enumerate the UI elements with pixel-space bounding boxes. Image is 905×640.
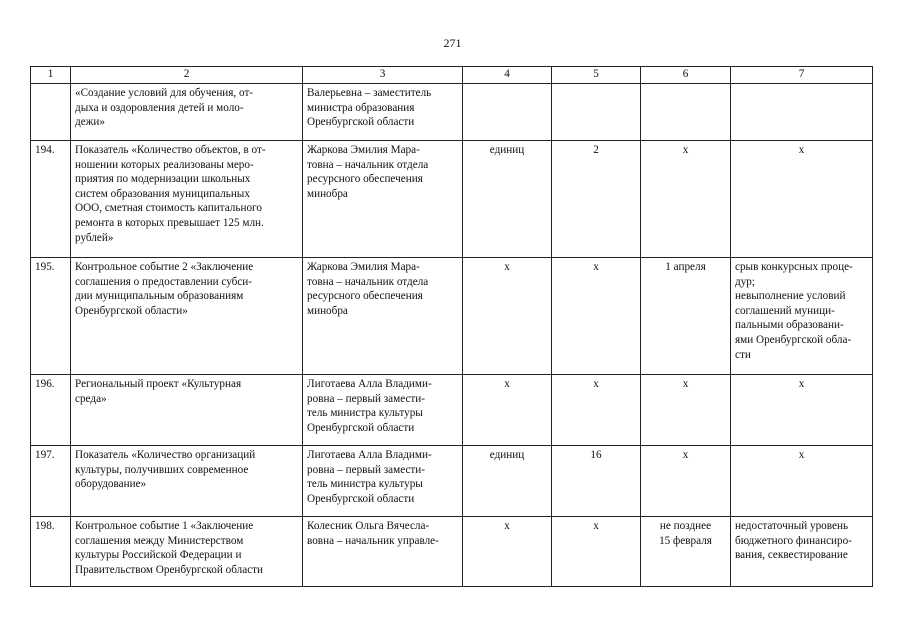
column-header-6: 6 — [641, 67, 731, 84]
row-number: 197. — [31, 446, 71, 517]
column-header-4: 4 — [463, 67, 552, 84]
row-value: 16 — [552, 446, 641, 517]
row-responsible: Жаркова Эмилия Мара- товна – начальник отдела ресурсного обеспечения минобра — [303, 141, 463, 258]
page-number: 271 — [443, 36, 462, 50]
row-date: x — [641, 375, 731, 446]
row-unit: x — [463, 517, 552, 587]
row-name: Региональный проект «Культурная среда» — [71, 375, 303, 446]
row-value: 2 — [552, 141, 641, 258]
row-number: 194. — [31, 141, 71, 258]
row-date: x — [641, 141, 731, 258]
column-header-5: 5 — [552, 67, 641, 84]
table-row — [31, 517, 873, 587]
row-value: x — [552, 375, 641, 446]
document-table — [30, 66, 873, 587]
row-responsible: Валерьевна – заместитель министра образования Оренбургской области — [303, 84, 463, 141]
row-date: x — [641, 446, 731, 517]
row-name: Показатель «Количество организаций культуры, получивших современное оборудование» — [71, 446, 303, 517]
row-date: 1 апреля — [641, 258, 731, 375]
header-row — [31, 67, 873, 84]
row-risk: x — [731, 446, 873, 517]
table-row — [31, 141, 873, 258]
row-name: Контрольное событие 2 «Заключение соглашения о предоставлении субси- дии муниципальным образованиям Оренбургской области» — [71, 258, 303, 375]
row-unit: единиц — [463, 446, 552, 517]
row-responsible: Лиготаева Алла Владими- ровна – первый замести- тель министра культуры Оренбургской области — [303, 375, 463, 446]
row-unit — [463, 84, 552, 141]
row-risk: недостаточный уровень бюджетного финансиро- вания, секвестирование — [731, 517, 873, 587]
row-unit: единиц — [463, 141, 552, 258]
row-number: 196. — [31, 375, 71, 446]
row-number: 198. — [31, 517, 71, 587]
row-responsible: Жаркова Эмилия Мара- товна – начальник отдела ресурсного обеспечения минобра — [303, 258, 463, 375]
row-date: не позднее 15 февраля — [641, 517, 731, 587]
row-risk — [731, 84, 873, 141]
row-value: x — [552, 517, 641, 587]
row-value: x — [552, 258, 641, 375]
row-name: Показатель «Количество объектов, в от- ношении которых реализованы меро- приятия по модернизации школьных систем образования муниципальных ООО, сметная стоимость капитального ремонта в которых превышает 125 млн. рублей» — [71, 141, 303, 258]
column-header-7: 7 — [731, 67, 873, 84]
column-header-3: 3 — [303, 67, 463, 84]
row-name: Контрольное событие 1 «Заключение соглашения между Министерством культуры Российской Федерации и Правительством Оренбургской области — [71, 517, 303, 587]
column-header-2: 2 — [71, 67, 303, 84]
row-value — [552, 84, 641, 141]
row-unit: x — [463, 375, 552, 446]
row-risk: x — [731, 141, 873, 258]
row-responsible: Лиготаева Алла Владими- ровна – первый замести- тель министра культуры Оренбургской области — [303, 446, 463, 517]
row-risk: срыв конкурсных проце- дур; невыполнение условий соглашений муници- пальными образовани- ями Оренбургской обла- сти — [731, 258, 873, 375]
table-row — [31, 258, 873, 375]
table-row — [31, 84, 873, 141]
row-responsible: Колесник Ольга Вячесла- вовна – начальник управле- — [303, 517, 463, 587]
row-name: «Создание условий для обучения, от- дыха и оздоровления детей и моло- дежи» — [71, 84, 303, 141]
row-date — [641, 84, 731, 141]
row-risk: x — [731, 375, 873, 446]
table-row — [31, 446, 873, 517]
row-number — [31, 84, 71, 141]
table-row — [31, 375, 873, 446]
row-number: 195. — [31, 258, 71, 375]
column-header-1: 1 — [31, 67, 71, 84]
row-unit: x — [463, 258, 552, 375]
